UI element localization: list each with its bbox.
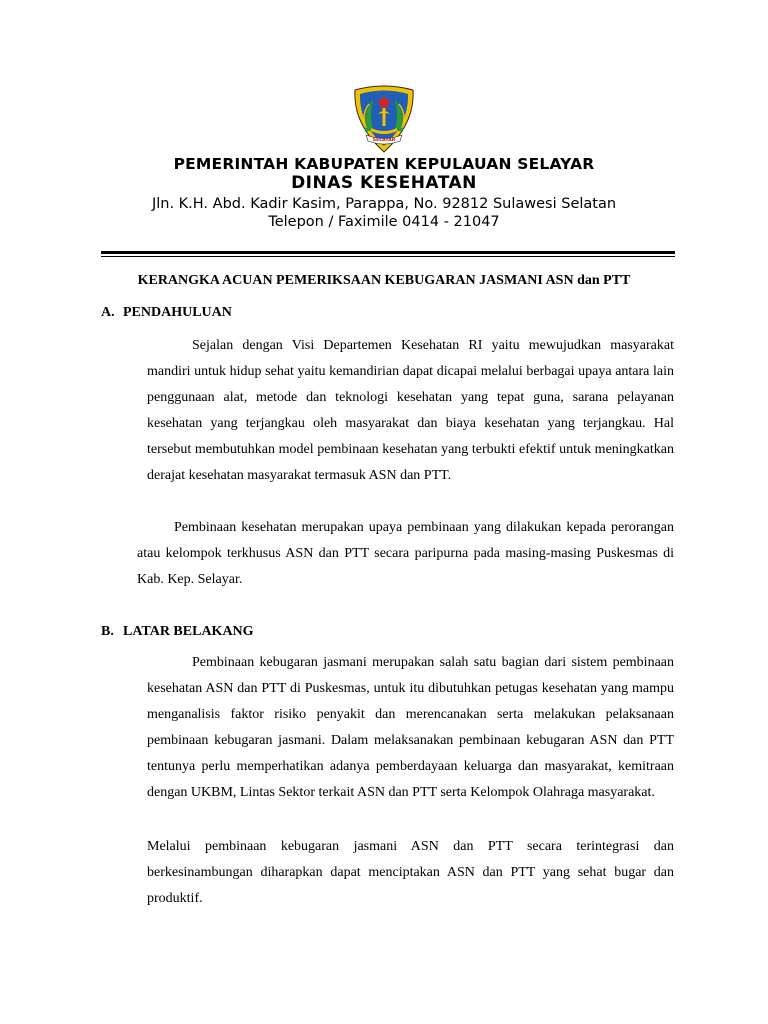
logo-banner-text: SELAYAR [372,138,396,143]
section-number: A. [101,305,115,320]
section-title: PENDAHULUAN [123,305,232,320]
paragraph: Pembinaan kesehatan merupakan upaya pembinaan yang dilakukan kepada perorangan atau kelompok terkhusus ASN dan PTT secara paripurna pada masing-masing Puskesmas di Kab. Kep. Selayar. [137,520,674,587]
paragraph: Melalui pembinaan kebugaran jasmani ASN dan PTT secara terintegrasi dan berkesinambungan diharapkan dapat menciptakan ASN dan PTT yang sehat bugar dan produktif. [147,839,674,906]
paragraph: Pembinaan kebugaran jasmani merupakan salah satu bagian dari sistem pembinaan kesehatan ASN dan PTT di Puskesmas, untuk itu dibutuhkan petugas kesehatan yang mampu menganalisis faktor risiko penyakit dan merencanakan serta melakukan pelaksanaan pembinaan kebugaran jasmani. Dalam melaksanakan pembinaan kebugaran ASN dan PTT tentunya perlu memperhatikan adanya pemberdayaan keluarga dan masyarakat, kemitraan dengan UKBM, Lintas Sektor terkait ASN dan PTT serta Kelompok Olahraga masyarakat. [147,655,674,800]
letterhead-divider-thick [101,251,675,254]
section-heading-pendahuluan [101,305,232,321]
paragraph: Sejalan dengan Visi Departemen Kesehatan RI yaitu mewujudkan masyarakat mandiri untuk hidup sehat yaitu kemandirian dapat dicapai melalui berbagai upaya antara lain penggunaan alat, metode dan teknologi kesehatan yang tepat guna, sarana pelayanan kesehatan yang terjangkau oleh masyarakat dan biaya kesehatan yang terjangkau. Hal tersebut membutuhkan model pembinaan kesehatan yang terbukti efektif untuk meningkatkan derajat kesehatan masyarakat termasuk ASN dan PTT. [147,338,674,483]
address-line: Jln. K.H. Abd. Kadir Kasim, Parappa, No. 92812 Sulawesi Selatan [151,196,617,212]
coat-of-arms-logo [349,84,419,154]
section-number: B. [101,624,114,639]
section-title: LATAR BELAKANG [123,624,254,639]
government-name: PEMERINTAH KABUPATEN KEPULAUAN SELAYAR [173,155,595,173]
department-name: DINAS KESEHATAN [291,173,477,193]
letterhead-divider-thin [101,256,675,257]
phone-line: Telepon / Faximile 0414 - 21047 [268,214,500,230]
section-heading-latar-belakang [101,624,254,640]
document-title: KERANGKA ACUAN PEMERIKSAAN KEBUGARAN JASMANI ASN dan PTT [137,273,631,288]
